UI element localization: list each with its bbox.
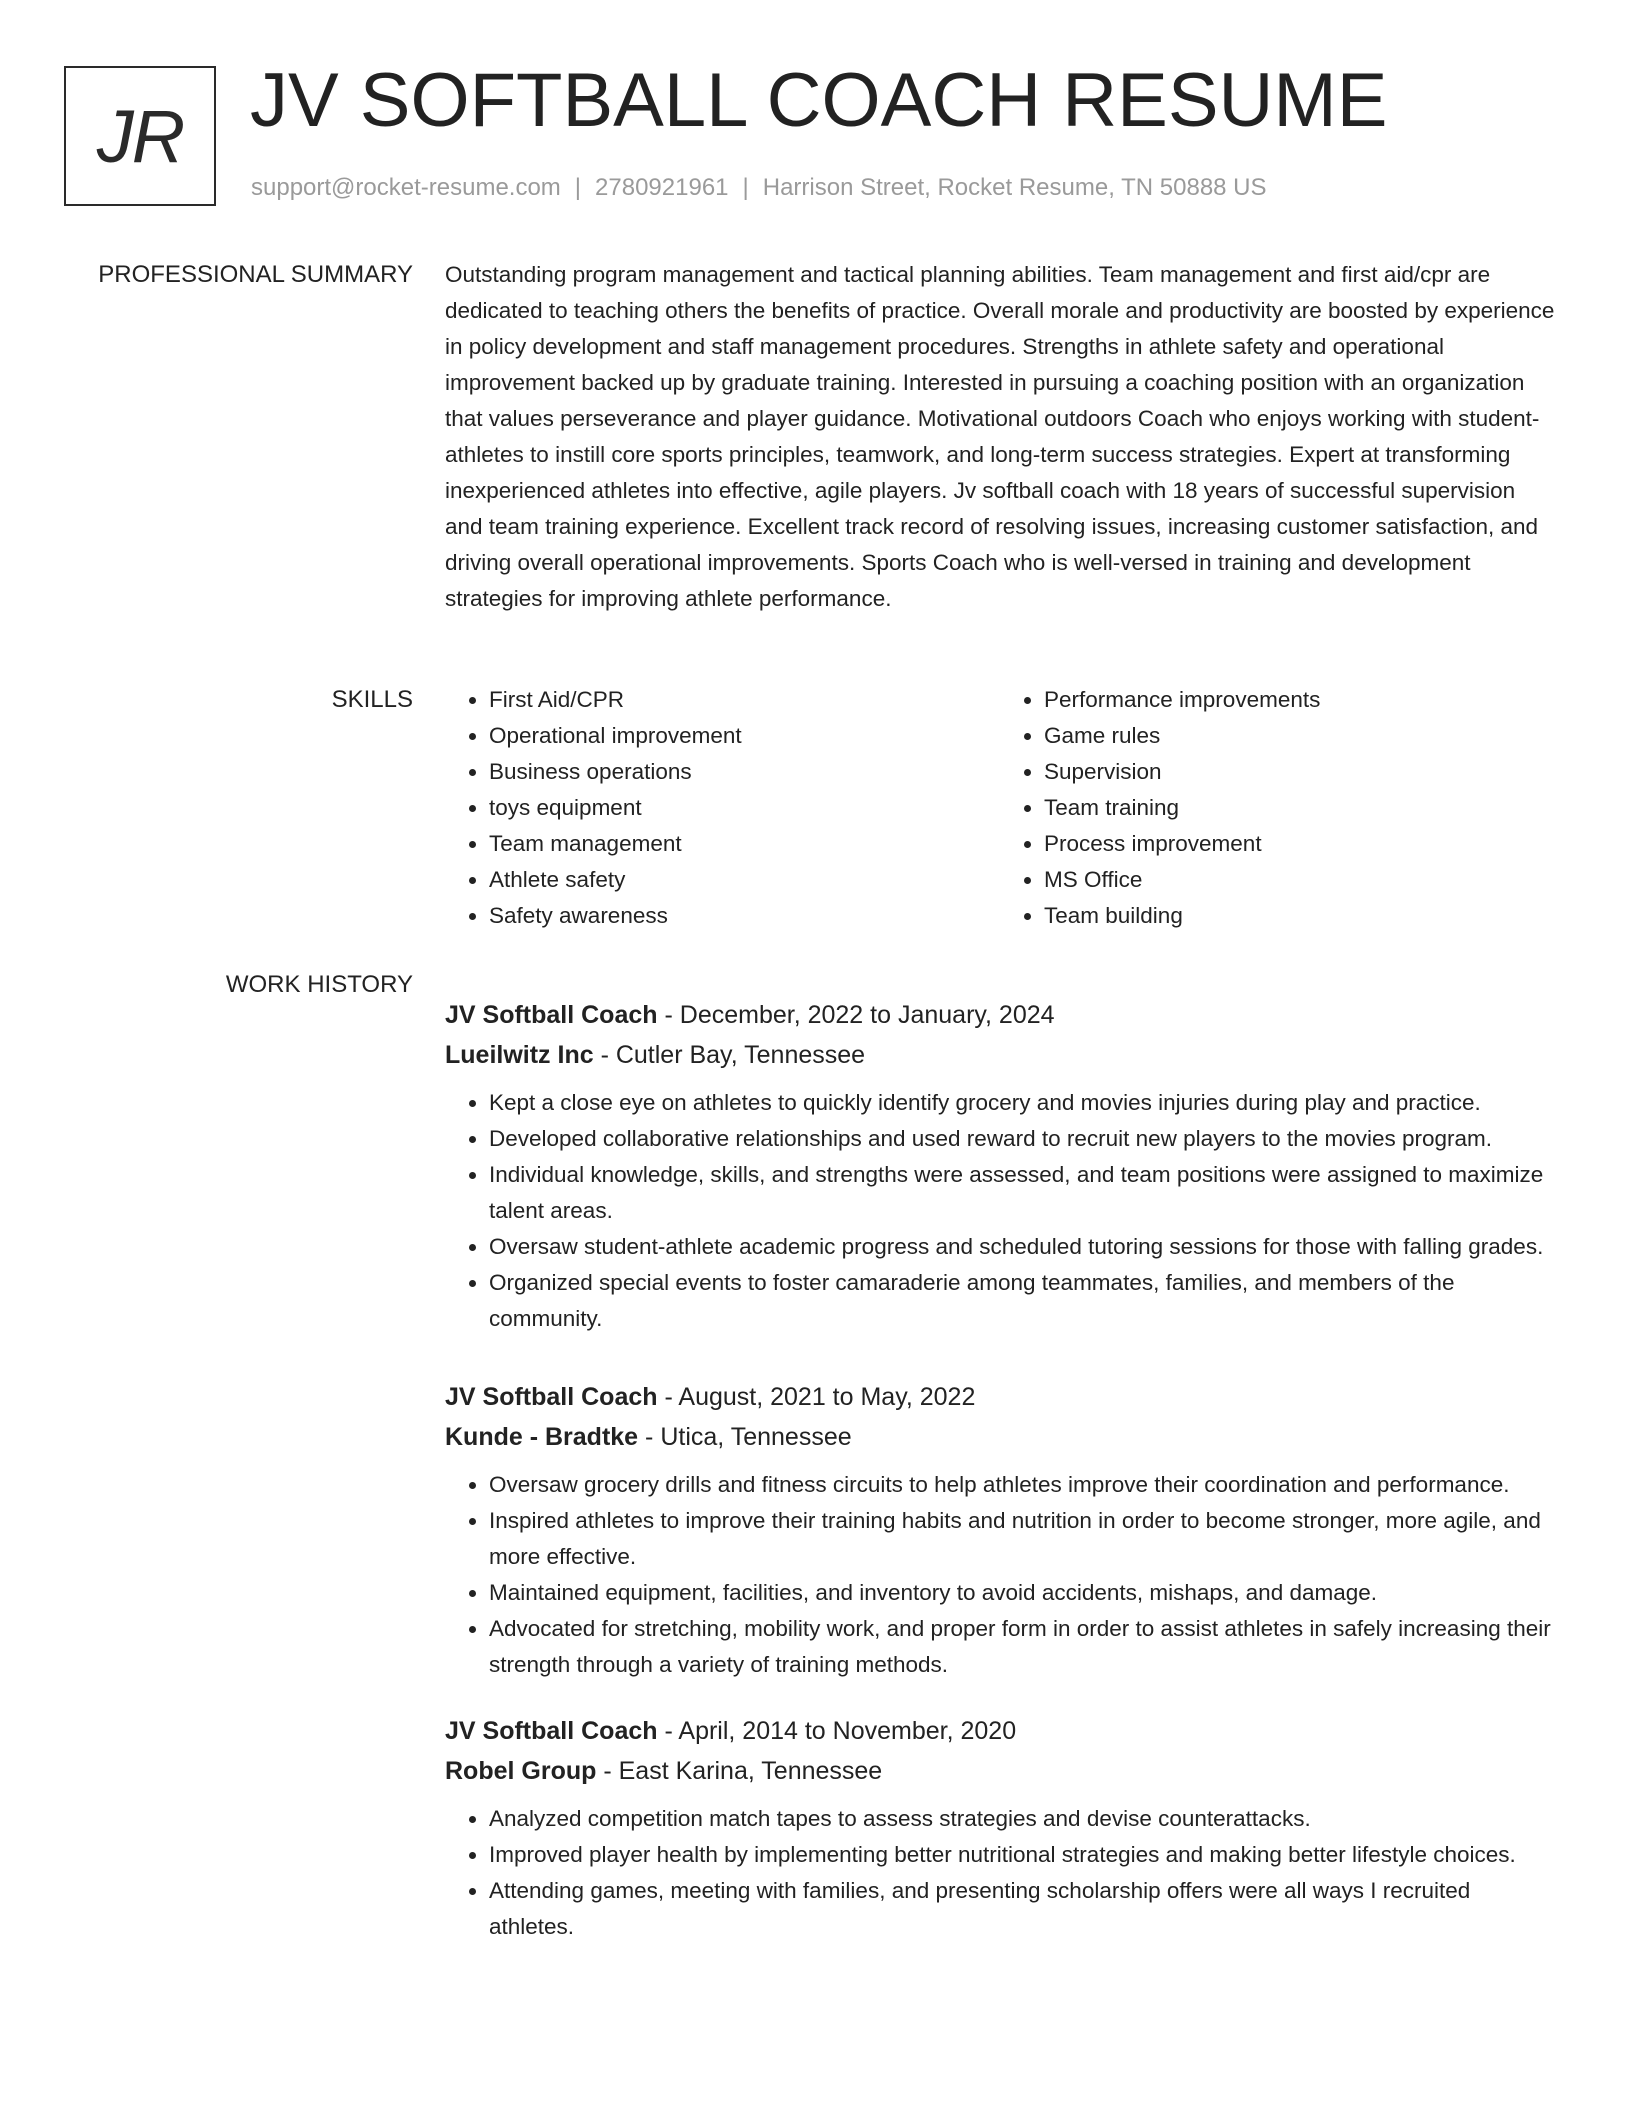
job-bullet-list	[445, 1085, 1555, 1337]
job-dash: -	[593, 1041, 616, 1069]
skill-item: • Safety awareness	[489, 898, 1000, 934]
skill-item: • Team training	[1044, 790, 1555, 826]
skill-item: • Athlete safety	[489, 862, 1000, 898]
job-bullet: • Developed collaborative relationships and used reward to recruit new players to the movies program.	[489, 1121, 1555, 1157]
skill-item: • Operational improvement	[489, 718, 1000, 754]
contact-separator: |	[742, 174, 749, 201]
job-entry	[445, 1377, 1555, 1683]
job-company: Lueilwitz Inc	[445, 1041, 594, 1069]
job-bullet-list	[445, 1801, 1555, 1945]
job-bullet: • Oversaw grocery drills and fitness circuits to help athletes improve their coordination and performance.	[489, 1467, 1555, 1503]
resume-title: JV SOFTBALL COACH RESUME	[250, 58, 1388, 143]
summary-heading: PROFESSIONAL SUMMARY	[98, 261, 413, 288]
job-title-line	[445, 995, 1555, 1035]
job-bullet: • Inspired athletes to improve their training habits and nutrition in order to become stronger, more agile, and more effective.	[489, 1503, 1555, 1575]
skill-item: • MS Office	[1044, 862, 1555, 898]
job-bullet: • Improved player health by implementing better nutritional strategies and making better lifestyle choices.	[489, 1837, 1555, 1873]
job-location: East Karina, Tennessee	[618, 1757, 883, 1785]
contact-separator: |	[574, 174, 582, 201]
contact-address: Harrison Street, Rocket Resume, TN 50888 US	[762, 174, 1267, 201]
job-title: JV Softball Coach	[445, 1717, 658, 1745]
job-dash: -	[596, 1757, 619, 1785]
contact-line	[251, 173, 1267, 203]
skills-column-left	[445, 682, 1000, 934]
work-history-heading: WORK HISTORY	[225, 971, 413, 998]
job-location: Utica, Tennessee	[660, 1423, 852, 1451]
summary-text: Outstanding program management and tactical planning abilities. Team management and first aid/cpr are dedicated to teaching others the benefits of practice. Overall morale and productivity are boosted by experience in policy development and staff management procedures. Strengths in athlete safety and operational improvement backed up by graduate training. Interested in pursuing a coaching position with an organization that values perseverance and player guidance. Motivational outdoors Coach who enjoys working with student-athletes to instill core sports principles, teamwork, and long-term success strategies. Expert at transforming inexperienced athletes into effective, agile players. Jv softball coach with 18 years of successful supervision and team training experience. Excellent track record of resolving issues, increasing customer satisfaction, and driving overall operational improvements. Sports Coach who is well-versed in training and development strategies for improving athlete performance.	[445, 262, 1555, 611]
skill-item: • Performance improvements	[1044, 682, 1555, 718]
skill-item: • Team management	[489, 826, 1000, 862]
job-dash: -	[657, 1717, 679, 1745]
job-title-line	[445, 1377, 1555, 1417]
job-dash: -	[657, 1001, 680, 1029]
job-dates: August, 2021 to May, 2022	[678, 1383, 976, 1411]
job-title: JV Softball Coach	[445, 1383, 658, 1411]
job-company-line	[445, 1751, 1555, 1791]
job-company: Robel Group	[445, 1757, 597, 1785]
work-history-body	[445, 965, 1555, 1945]
job-bullet: • Attending games, meeting with families, and presenting scholarship offers were all ways I recruited athletes.	[489, 1873, 1555, 1945]
job-bullet: • Individual knowledge, skills, and strengths were assessed, and team positions were assigned to maximize talent areas.	[489, 1157, 1555, 1229]
contact-phone: 2780921961	[595, 174, 729, 201]
job-company-line	[445, 1035, 1555, 1075]
monogram-badge	[64, 66, 216, 206]
job-bullet: • Advocated for stretching, mobility work, and proper form in order to assist athletes in safely increasing their strength through a variety of training methods.	[489, 1611, 1555, 1683]
job-entry	[445, 995, 1555, 1337]
monogram-initials: JR	[96, 94, 184, 178]
job-dash: -	[638, 1423, 661, 1451]
skill-item: • Team building	[1044, 898, 1555, 934]
summary-body	[445, 257, 1555, 617]
skill-item: • Business operations	[489, 754, 1000, 790]
skill-item: • toys equipment	[489, 790, 1000, 826]
job-bullet: • Oversaw student-athlete academic progress and scheduled tutoring sessions for those with falling grades.	[489, 1229, 1555, 1265]
skills-heading: SKILLS	[331, 686, 413, 713]
job-dates: April, 2014 to November, 2020	[678, 1717, 1017, 1745]
job-title: JV Softball Coach	[445, 1001, 658, 1029]
job-bullet: • Analyzed competition match tapes to assess strategies and devise counterattacks.	[489, 1801, 1555, 1837]
skills-column-right	[1000, 682, 1555, 934]
job-title-line	[445, 1711, 1555, 1751]
job-bullet: • Organized special events to foster camaraderie among teammates, families, and members of the community.	[489, 1265, 1555, 1337]
job-bullet: • Kept a close eye on athletes to quickly identify grocery and movies injuries during play and practice.	[489, 1085, 1555, 1121]
skill-item: • Game rules	[1044, 718, 1555, 754]
job-company-line	[445, 1417, 1555, 1457]
job-entry	[445, 1711, 1555, 1945]
job-dates: December, 2022 to January, 2024	[679, 1001, 1055, 1029]
skill-item: • Process improvement	[1044, 826, 1555, 862]
skill-item: • First Aid/CPR	[489, 682, 1000, 718]
job-bullet-list	[445, 1467, 1555, 1683]
job-company: Kunde - Bradtke	[445, 1423, 639, 1451]
job-location: Cutler Bay, Tennessee	[615, 1041, 866, 1069]
skills-body	[445, 682, 1555, 934]
job-dash: -	[657, 1383, 679, 1411]
job-bullet: • Maintained equipment, facilities, and inventory to avoid accidents, mishaps, and damage.	[489, 1575, 1555, 1611]
skills-grid	[445, 682, 1555, 934]
skill-item: • Supervision	[1044, 754, 1555, 790]
contact-email: support@rocket-resume.com	[251, 174, 561, 201]
